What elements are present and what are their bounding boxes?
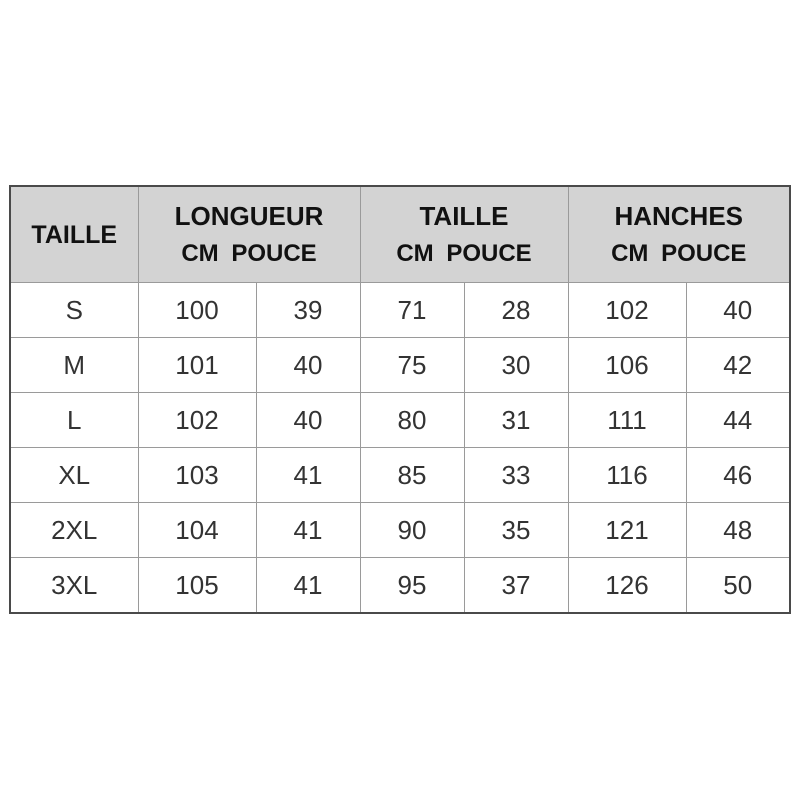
header-group-units: CM POUCE	[396, 239, 532, 267]
header-group-waist	[360, 186, 568, 283]
header-group-title: LONGUEUR	[174, 200, 324, 231]
value-cell: 75	[360, 338, 464, 393]
header-group-hips	[568, 186, 790, 283]
size-cell: XL	[10, 448, 138, 503]
value-cell: 71	[360, 283, 464, 338]
size-chart-table	[9, 185, 791, 614]
header-group-units: CM POUCE	[181, 239, 317, 267]
value-cell: 39	[256, 283, 360, 338]
size-cell: 3XL	[10, 558, 138, 614]
value-cell: 100	[138, 283, 256, 338]
header-group-length	[138, 186, 360, 283]
size-cell: S	[10, 283, 138, 338]
value-cell: 90	[360, 503, 464, 558]
size-cell: 2XL	[10, 503, 138, 558]
table-row	[10, 338, 790, 393]
value-cell: 126	[568, 558, 686, 614]
table-row	[10, 393, 790, 448]
header-row	[10, 186, 790, 283]
value-cell: 40	[686, 283, 790, 338]
value-cell: 48	[686, 503, 790, 558]
value-cell: 28	[464, 283, 568, 338]
value-cell: 41	[256, 558, 360, 614]
value-cell: 105	[138, 558, 256, 614]
value-cell: 46	[686, 448, 790, 503]
value-cell: 40	[256, 338, 360, 393]
header-size	[10, 186, 138, 283]
header-group-units: CM POUCE	[611, 239, 747, 267]
value-cell: 37	[464, 558, 568, 614]
value-cell: 95	[360, 558, 464, 614]
table-body	[10, 283, 790, 614]
value-cell: 106	[568, 338, 686, 393]
table-row	[10, 283, 790, 338]
size-cell: M	[10, 338, 138, 393]
value-cell: 42	[686, 338, 790, 393]
value-cell: 33	[464, 448, 568, 503]
value-cell: 85	[360, 448, 464, 503]
value-cell: 111	[568, 393, 686, 448]
value-cell: 102	[568, 283, 686, 338]
size-cell: L	[10, 393, 138, 448]
value-cell: 103	[138, 448, 256, 503]
table-row	[10, 558, 790, 614]
value-cell: 40	[256, 393, 360, 448]
value-cell: 50	[686, 558, 790, 614]
value-cell: 116	[568, 448, 686, 503]
value-cell: 31	[464, 393, 568, 448]
value-cell: 44	[686, 393, 790, 448]
value-cell: 35	[464, 503, 568, 558]
value-cell: 121	[568, 503, 686, 558]
header-group-title: HANCHES	[614, 200, 744, 231]
table-row	[10, 448, 790, 503]
header-size-label: TAILLE	[31, 220, 118, 249]
value-cell: 101	[138, 338, 256, 393]
value-cell: 104	[138, 503, 256, 558]
table-row	[10, 503, 790, 558]
value-cell: 102	[138, 393, 256, 448]
value-cell: 41	[256, 503, 360, 558]
header-group-title: TAILLE	[419, 200, 509, 231]
value-cell: 41	[256, 448, 360, 503]
value-cell: 30	[464, 338, 568, 393]
value-cell: 80	[360, 393, 464, 448]
